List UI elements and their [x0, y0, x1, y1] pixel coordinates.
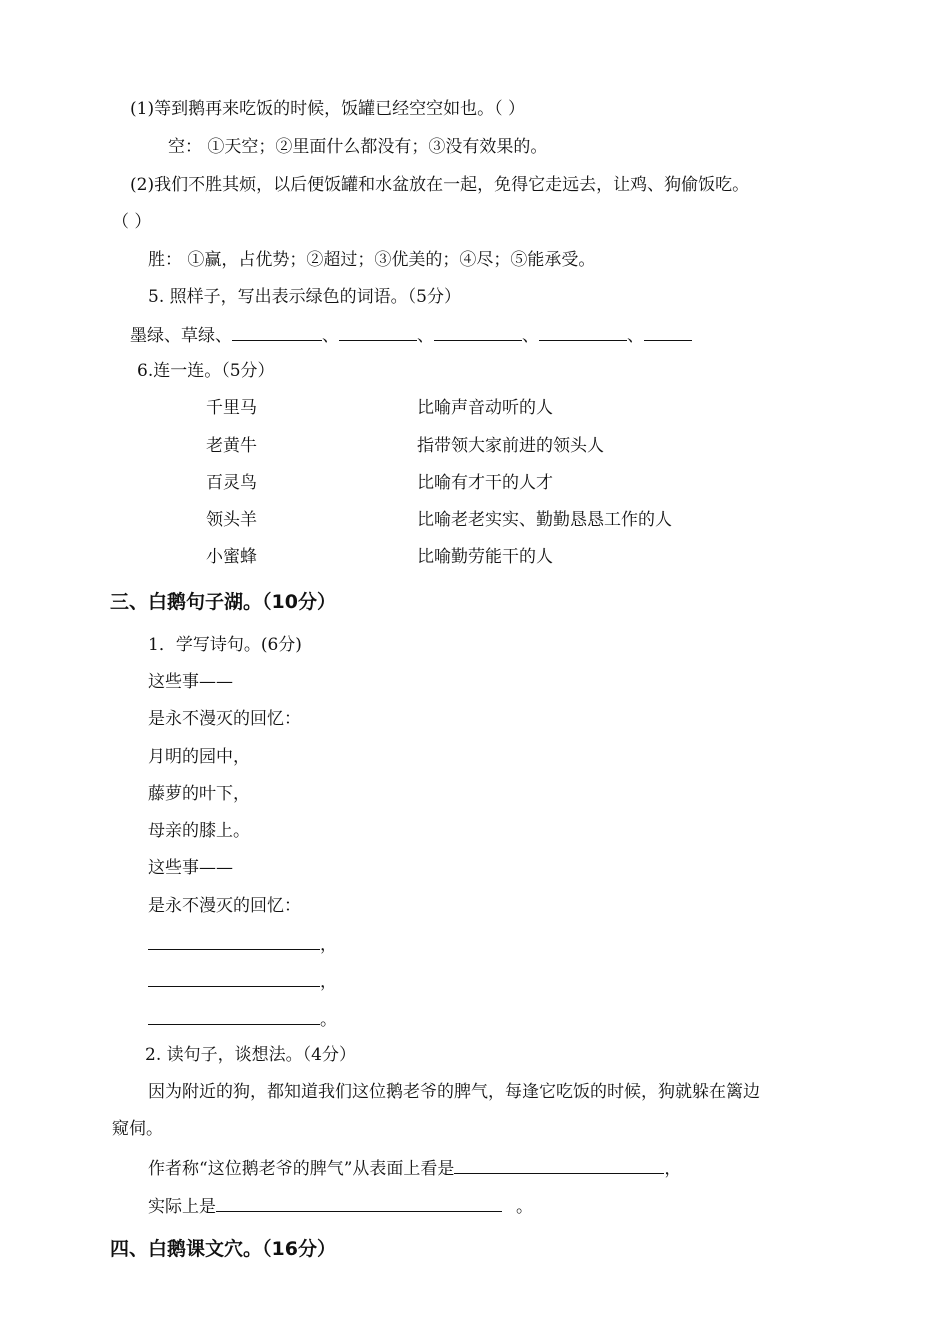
q4-item2-definitions: 胜： ①赢，占优势；②超过；③优美的；④尽；⑤能承受。	[148, 250, 596, 270]
poem-line: 是永不漫灭的回忆：	[148, 709, 301, 729]
q5-example: 墨绿、草绿、	[130, 326, 232, 346]
poem-blank-2[interactable]	[148, 968, 320, 987]
q4-item1-definitions: 空： ①天空；②里面什么都没有；③没有效果的。	[168, 137, 548, 157]
s3-q2-passage-line2: 窥伺。	[112, 1119, 163, 1139]
poem-blank-line	[148, 931, 337, 957]
poem-blank-end: 。	[320, 1010, 337, 1030]
q4-item1	[130, 97, 525, 121]
q5-blank-2[interactable]	[339, 322, 417, 341]
q6-left-item[interactable]: 老黄牛	[206, 436, 257, 456]
q6-left-item[interactable]: 小蜜蜂	[206, 547, 257, 567]
poem-blank-3[interactable]	[148, 1006, 320, 1025]
q5-blank-5[interactable]	[644, 322, 692, 341]
q6-left-item[interactable]: 千里马	[206, 398, 257, 418]
section3-title: 三、白鹅句子湖。（10分）	[110, 591, 336, 613]
ask2-text: 实际上是	[148, 1197, 216, 1217]
q5-blank-3[interactable]	[434, 322, 522, 341]
s3-q2-ask1	[148, 1155, 681, 1181]
poem-blank-line	[148, 1006, 337, 1032]
q6-left-item[interactable]: 领头羊	[206, 510, 257, 530]
q6-right-item[interactable]: 比喻有才干的人才	[417, 473, 553, 493]
q4-item1-answer-paren[interactable]: （ ）	[494, 99, 525, 119]
poem-line: 这些事——	[148, 672, 233, 692]
q5-blank-4[interactable]	[539, 322, 627, 341]
q5-sep: 、	[627, 326, 644, 346]
s3-q2-passage-line1: 因为附近的狗，都知道我们这位鹅老爷的脾气，每逢它吃饭的时候，狗就躲在篱边	[148, 1082, 760, 1102]
q4-item2-sentence: (2)我们不胜其烦，以后便饭罐和水盆放在一起，免得它走远去，让鸡、狗偷饭吃。	[130, 175, 750, 195]
q5-sep: 、	[522, 326, 539, 346]
q6-right-item[interactable]: 比喻老老实实、勤勤恳恳工作的人	[417, 510, 672, 530]
poem-line: 母亲的膝上。	[148, 821, 250, 841]
q5-sep: 、	[417, 326, 434, 346]
section4-title: 四、白鹅课文穴。（16分）	[110, 1238, 336, 1260]
q6-right-item[interactable]: 比喻声音动听的人	[417, 398, 553, 418]
s3-q2-prompt: 2. 读句子，谈想法。（4分）	[145, 1045, 356, 1065]
q5-sep: 、	[322, 326, 339, 346]
q6-right-item[interactable]: 比喻勤劳能干的人	[417, 547, 553, 567]
q4-item2-answer-paren[interactable]: （ ）	[112, 212, 152, 232]
q6-prompt: 6.连一连。（5分）	[137, 361, 275, 381]
ask2-end: 。	[516, 1197, 533, 1217]
q5-blank-1[interactable]	[232, 322, 322, 341]
q6-right-item[interactable]: 指带领大家前进的领头人	[417, 436, 604, 456]
s3-q1-prompt: 1．学写诗句。(6分)	[148, 635, 302, 655]
poem-blank-1[interactable]	[148, 931, 320, 950]
poem-line: 这些事——	[148, 858, 233, 878]
poem-line: 月明的园中，	[148, 747, 250, 767]
poem-blank-end: ，	[320, 935, 337, 955]
ask1-text: 作者称“这位鹅老爷的脾气”从表面上看是	[148, 1159, 455, 1179]
s3-q2-ask2	[148, 1193, 533, 1219]
q6-left-item[interactable]: 百灵鸟	[206, 473, 257, 493]
ask1-blank[interactable]	[454, 1155, 664, 1174]
poem-line: 是永不漫灭的回忆：	[148, 896, 301, 916]
poem-line: 藤萝的叶下，	[148, 784, 250, 804]
ask1-end: ，	[664, 1159, 682, 1179]
q4-item1-sentence: (1)等到鹅再来吃饭的时候，饭罐已经空空如也。	[130, 99, 495, 119]
ask2-blank[interactable]	[216, 1193, 502, 1212]
poem-blank-line	[148, 968, 337, 994]
poem-blank-end: ，	[320, 972, 337, 992]
q5-answer-row	[130, 322, 692, 348]
q5-prompt: 5. 照样子，写出表示绿色的词语。（5分）	[148, 287, 461, 307]
